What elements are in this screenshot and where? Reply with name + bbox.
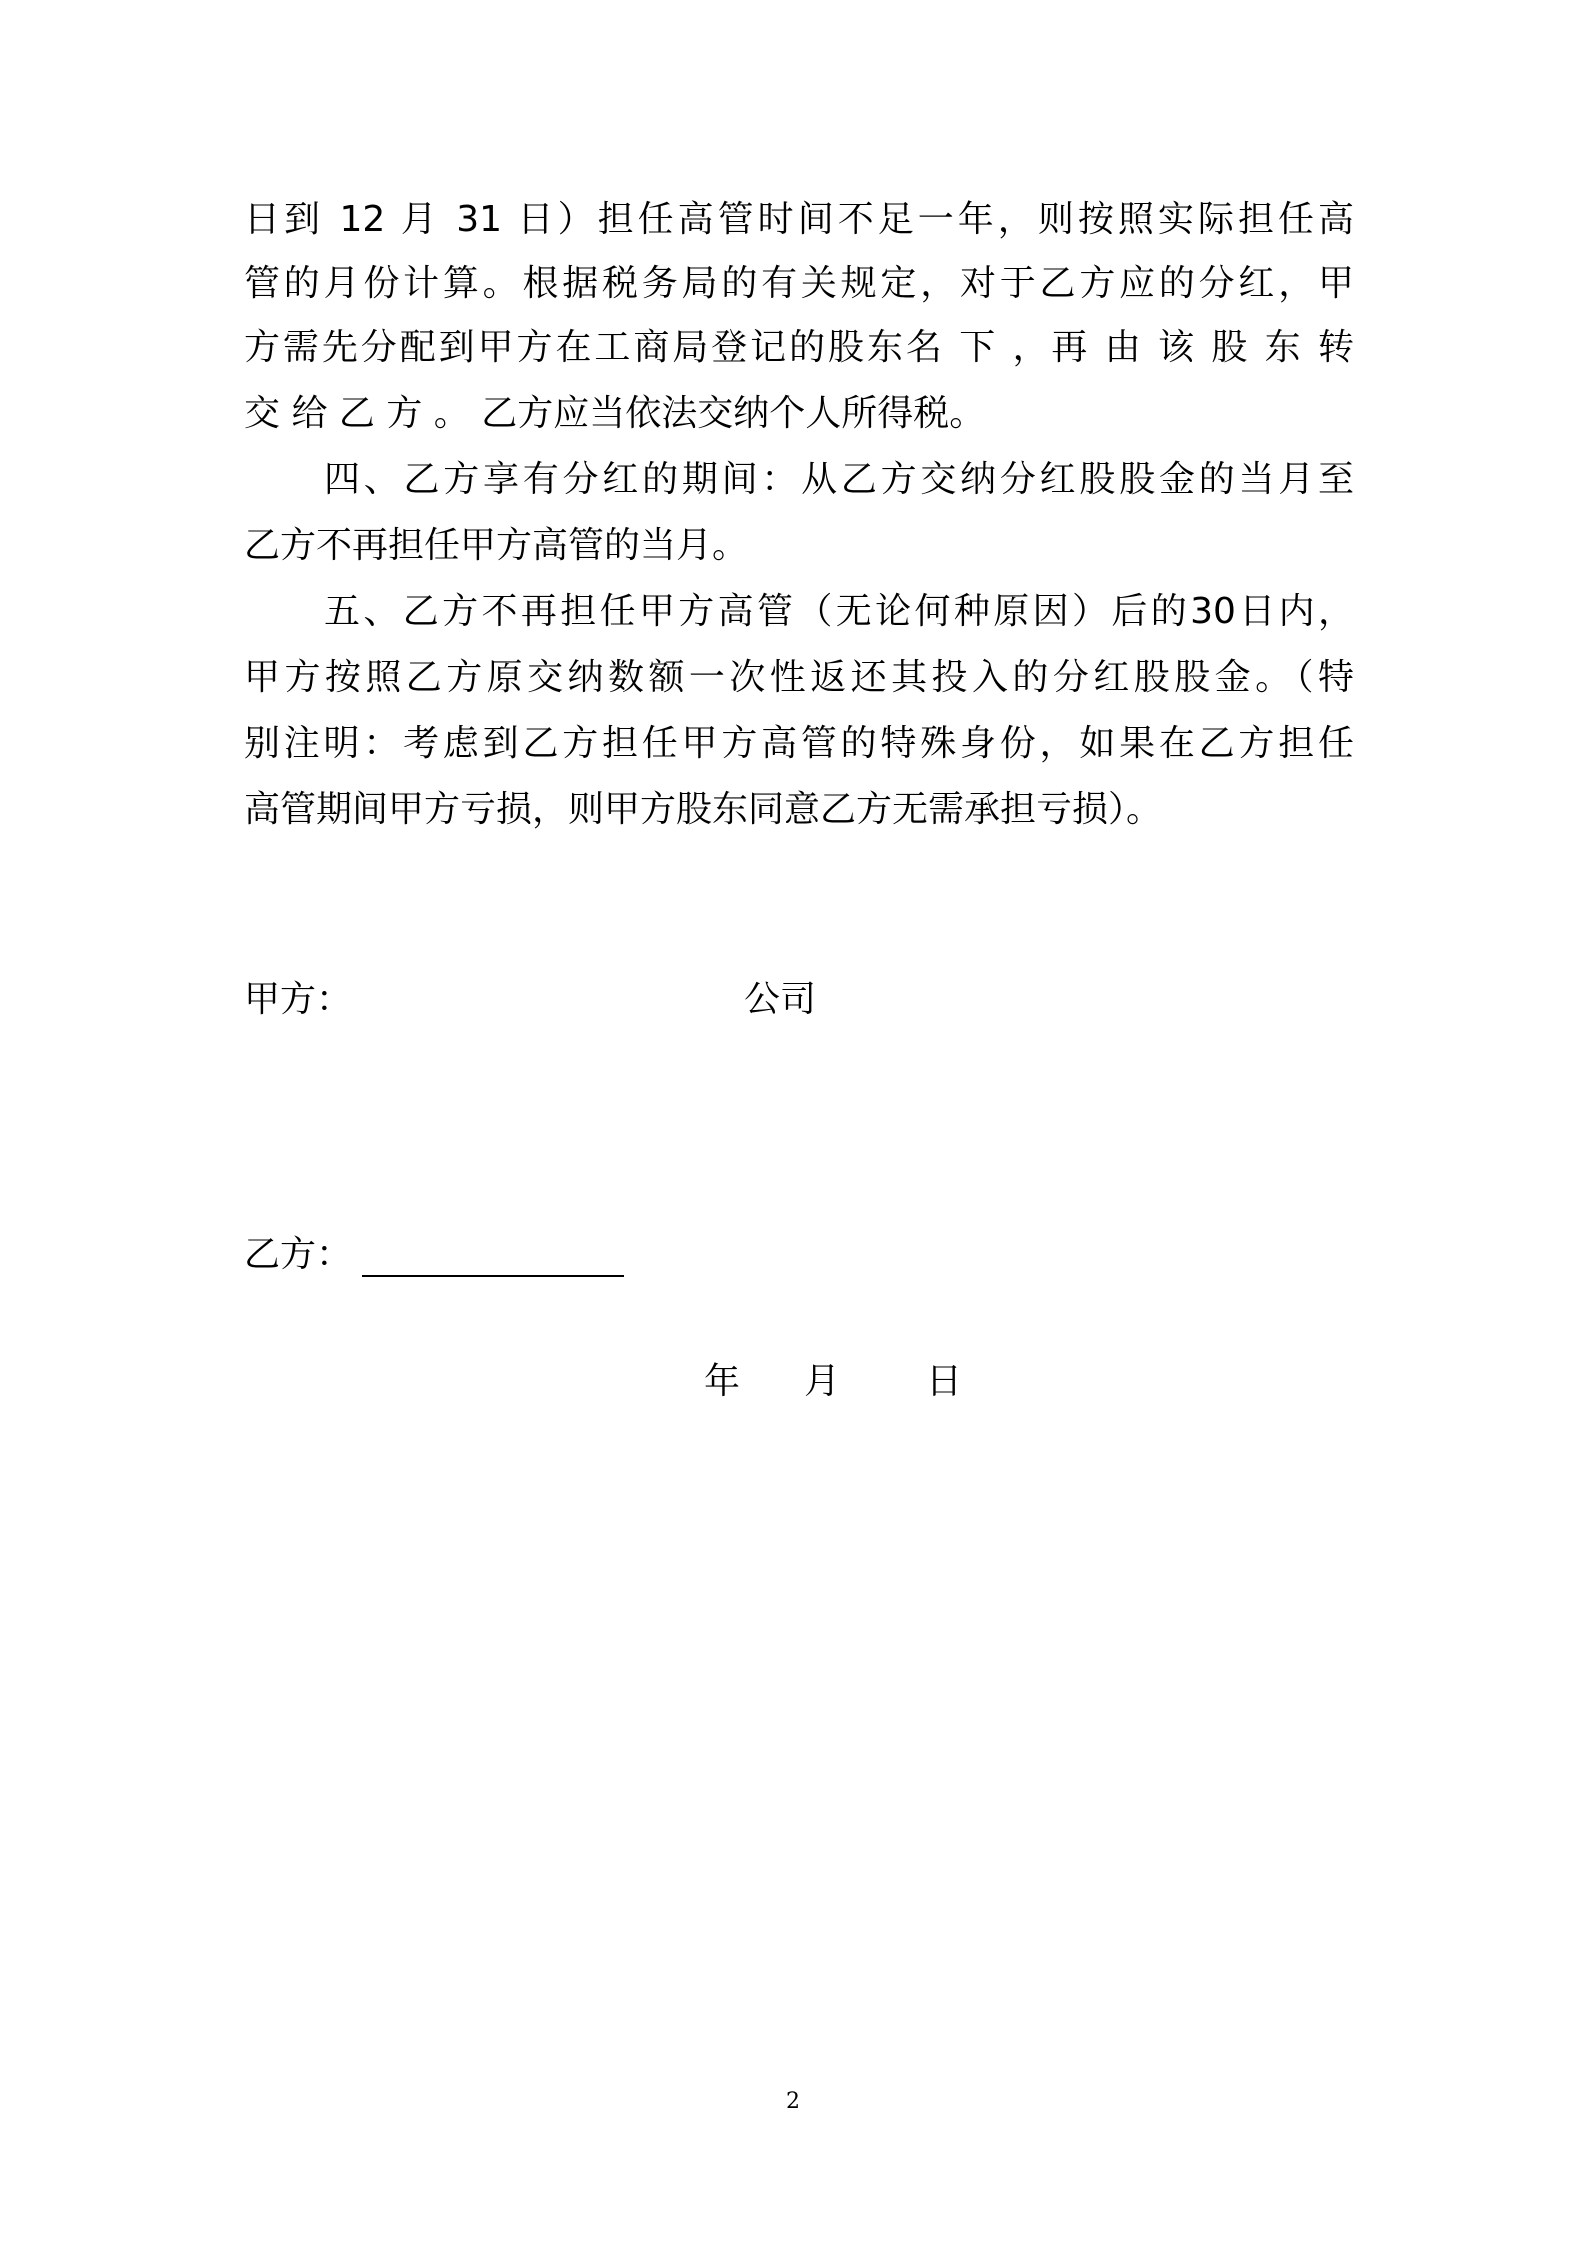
body-line-1: 日到 12 月 31 日）担任高管时间不足一年，则按照实际担任高 <box>244 199 1354 240</box>
clause-five-line-4: 高管期间甲方亏损，则甲方股东同意乙方无需承担亏损）。 <box>244 789 1163 830</box>
party-b-signature-line <box>362 1275 624 1277</box>
body-line-2: 管的月份计算。根据税务局的有关规定，对于乙方应的分红，甲 <box>244 263 1354 304</box>
body-line-3: 方需先分配到甲方在工商局登记的股东名 下 ，再 由 该 股 东 转 <box>244 327 1354 368</box>
page-number: 2 <box>786 2089 800 2114</box>
clause-four-line-1: 四、乙方享有分红的期间：从乙方交纳分红股股金的当月至 <box>324 459 1354 500</box>
clause-four-line-2: 乙方不再担任甲方高管的当月。 <box>244 525 749 566</box>
company-label: 公司 <box>744 979 817 1020</box>
clause-five-line-2: 甲方按照乙方原交纳数额一次性返还其投入的分红股股金。（特 <box>244 657 1354 698</box>
clause-five-line-1: 五、乙方不再担任甲方高管（无论何种原因）后的30日内， <box>324 591 1354 632</box>
clause-five-line-3: 别注明：考虑到乙方担任甲方高管的特殊身份，如果在乙方担任 <box>244 723 1354 764</box>
party-a-label: 甲方： <box>244 979 353 1020</box>
party-b-label: 乙方： <box>244 1234 353 1275</box>
day-label: 日 <box>926 1361 963 1402</box>
year-label: 年 <box>704 1361 741 1402</box>
body-line-4: 交 给 乙 方 。 乙方应当依法交纳个人所得税。 <box>244 393 986 434</box>
month-label: 月 <box>804 1361 841 1402</box>
